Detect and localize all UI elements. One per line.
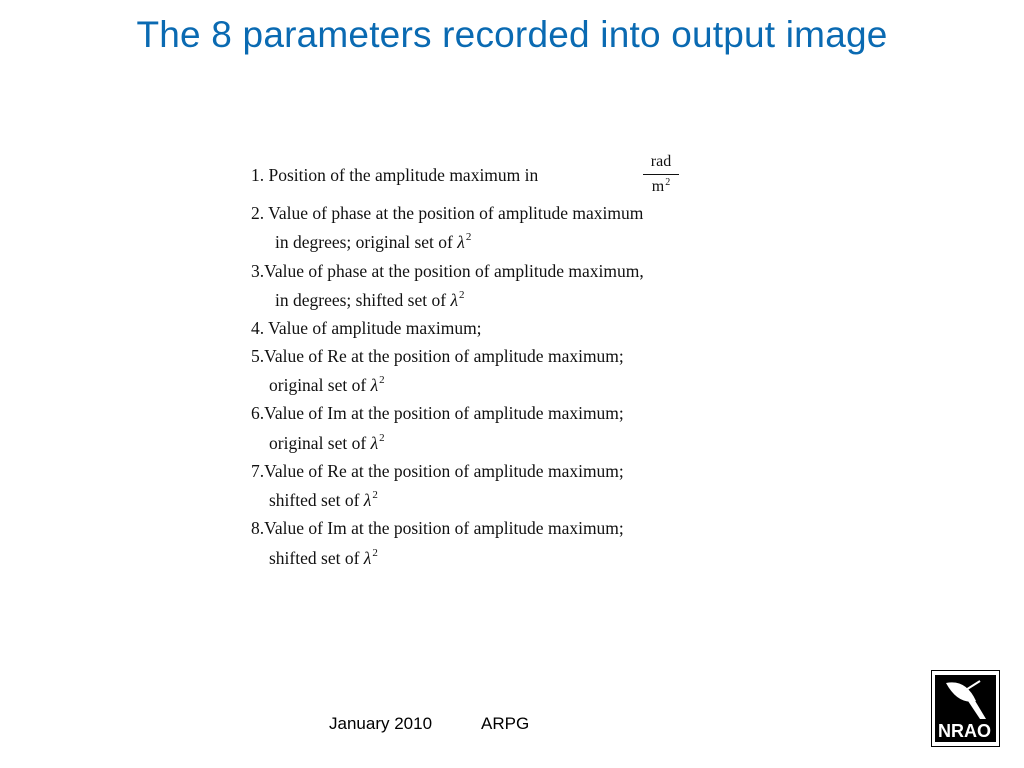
list-item-1: 1. Position of the amplitude maximum in [251, 165, 539, 185]
list-item-6: 6.Value of Im at the position of amplitude maximum; [251, 403, 624, 423]
slide-title: The 8 parameters recorded into output image [136, 14, 888, 55]
list-item-3-sub: in degrees; shifted set of $\lambda^2$ [275, 289, 465, 310]
nrao-logo [931, 670, 1000, 747]
list-item-2-sub: in degrees; original set of $\lambda^2$ [275, 231, 472, 252]
list-item-8: 8.Value of Im at the position of amplitude maximum; [251, 518, 624, 538]
list-item-7-sub: shifted set of $\lambda^2$ [269, 489, 378, 510]
fraction-bar [643, 174, 679, 175]
footer-org: ARPG [481, 714, 530, 733]
list-item-8-sub: shifted set of $\lambda^2$ [269, 547, 378, 568]
list-item-4: 4. Value of amplitude maximum; [251, 318, 482, 338]
list-item-2: 2. Value of phase at the position of amplitude maximum [251, 203, 644, 223]
nrao-logo-icon [932, 671, 999, 746]
list-item-5-sub: original set of $\lambda^2$ [269, 374, 385, 395]
fraction-denominator: $m^2$ [651, 177, 671, 195]
logo-text: NRAO [938, 721, 991, 741]
list-item-3: 3.Value of phase at the position of amplitude maximum, [251, 261, 644, 281]
fraction-numerator: rad [650, 153, 672, 170]
list-item-5: 5.Value of Re at the position of amplitude maximum; [251, 346, 624, 366]
list-item-6-sub: original set of $\lambda^2$ [269, 432, 385, 453]
footer-date: January 2010 [329, 714, 433, 733]
list-item-7: 7.Value of Re at the position of amplitude maximum; [251, 461, 624, 481]
